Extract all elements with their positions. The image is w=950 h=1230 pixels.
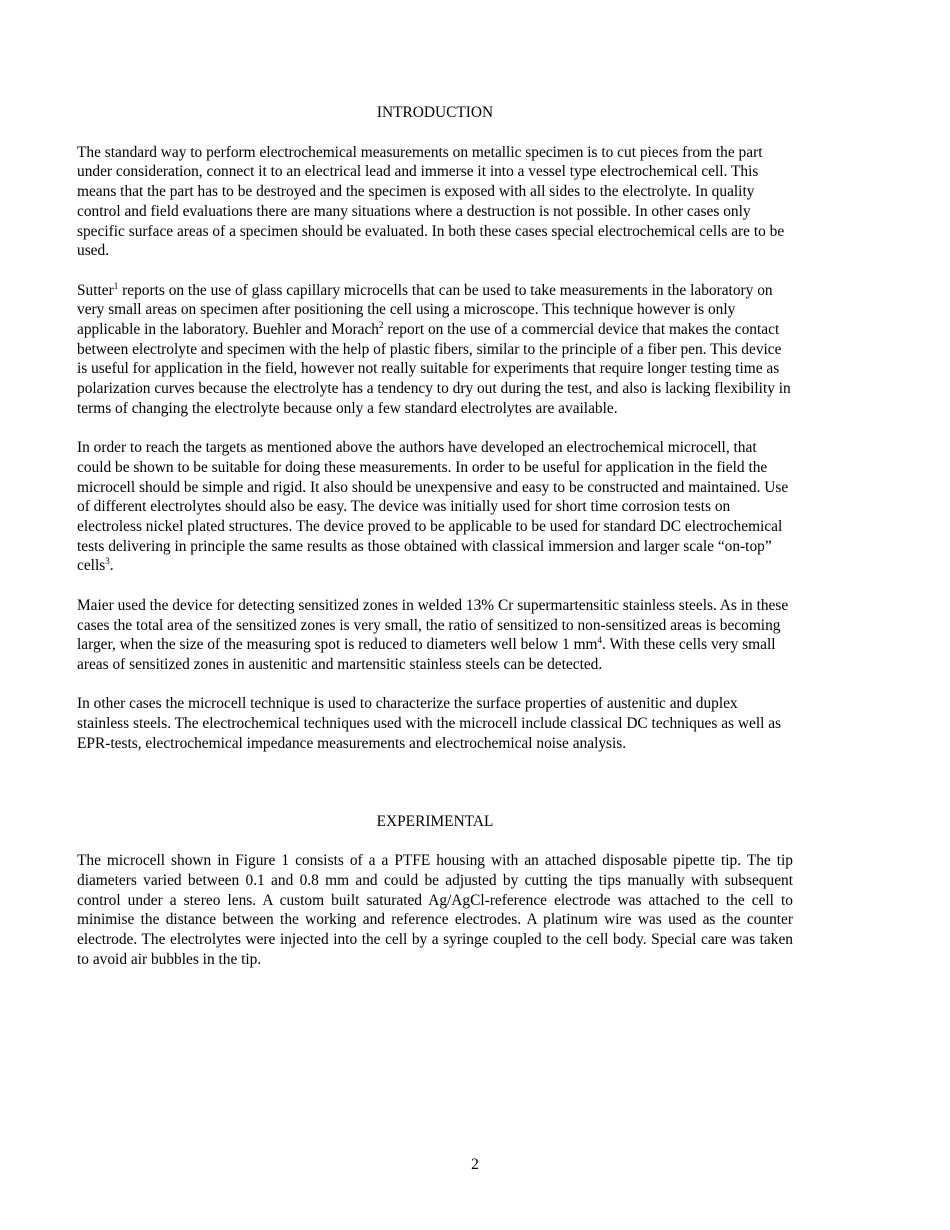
p3-text-a: In order to reach the targets as mentioned above the authors have developed an electrochemical microcell, that could be shown to be suitable for doing these measurements. In order to be useful for application in the field the microcell should be simple and rigid. It also should be unexpensive and easy to be constructed and maintained. Use of different electrolytes should also be easy. The device was initially used for short time corrosion tests on electroless nickel plated structures. The device proved to be applicable to be used for standard DC electrochemical tests delivering in principle the same results as those obtained with classical immersion and larger scale “on-top” cells — [77, 439, 789, 575]
reference-3-superscript: 3 — [105, 556, 110, 567]
p3-text-b: . — [109, 557, 114, 575]
p2-text-b: reports on the use of glass capillary microcells that can be used to take measurements in the laboratory on very small areas on specimen after positioning the cell using a microscope. This technique however is only applicable in the laboratory. Buehler and Morach — [77, 281, 773, 339]
p2-text-a: Sutter — [77, 281, 114, 299]
page-number: 2 — [471, 1156, 479, 1173]
introduction-paragraph-2 — [77, 281, 793, 419]
p2-text-c: report on the use of a commercial device that makes the contact between electrolyte and specimen with the help of plastic fibers, similar to the principle of a fiber pen. This device is useful for application in the field, however not really suitable for experiments that require longer testing time as polarization curves because the electrolyte has a tendency to dry out during the test, and also is lacking flexibility in terms of changing the electrolyte because only a few standard electrolytes are available. — [77, 321, 791, 417]
experimental-paragraph-1: The microcell shown in Figure 1 consists of a a PTFE housing with an attached disposable pipette tip. The tip diameters varied between 0.1 and 0.8 mm and could be adjusted by cutting the tips manually with subsequent control under a stereo lens. A custom built saturated Ag/AgCl-reference electrode was attached to the cell to minimise the distance between the working and reference electrodes. A platinum wire was used as the counter electrode. The electrolytes were injected into the cell by a syringe coupled to the cell body. Special care was taken to avoid air bubbles in the tip. — [77, 852, 793, 968]
reference-4-superscript: 4 — [597, 635, 603, 646]
document-page — [77, 103, 793, 989]
reference-1-superscript: 1 — [113, 280, 119, 291]
introduction-paragraph-1: The standard way to perform electrochemical measurements on metallic specimen is to cut pieces from the part under consideration, connect it to an electrical lead and immerse it into a vessel type electrochemical cell. This means that the part has to be destroyed and the specimen is exposed with all sides to the electrolyte. In quality control and field evaluations there are many situations where a destruction is not possible. In other cases only specific surface areas of a specimen should be evaluated. In both these cases special electrochemical cells are to be used. — [77, 143, 785, 260]
introduction-heading: INTRODUCTION — [376, 104, 494, 121]
p4-text-a: Maier used the device for detecting sensitized zones in welded 13% Cr supermartensitic stainless steels. As in these cases the total area of the sensitized zones is very small, the ratio of sensitized to non-sensitized areas is becoming larger, when the size of the measuring spot is reduced to diameters well below 1 mm — [77, 596, 789, 654]
p4-text-b: . With these cells very small areas of sensitized zones in austenitic and martensitic stainless steels can be detected. — [77, 636, 776, 673]
introduction-paragraph-4 — [77, 596, 793, 675]
introduction-paragraph-5: In other cases the microcell technique is used to characterize the surface properties of austenitic and duplex stainless steels. The electrochemical techniques used with the microcell include classical DC techniques as well as EPR-tests, electrochemical impedance measurements and electrochemical noise analysis. — [77, 695, 782, 752]
introduction-paragraph-3 — [77, 438, 793, 576]
experimental-heading: EXPERIMENTAL — [376, 813, 494, 831]
reference-2-superscript: 2 — [379, 320, 384, 331]
